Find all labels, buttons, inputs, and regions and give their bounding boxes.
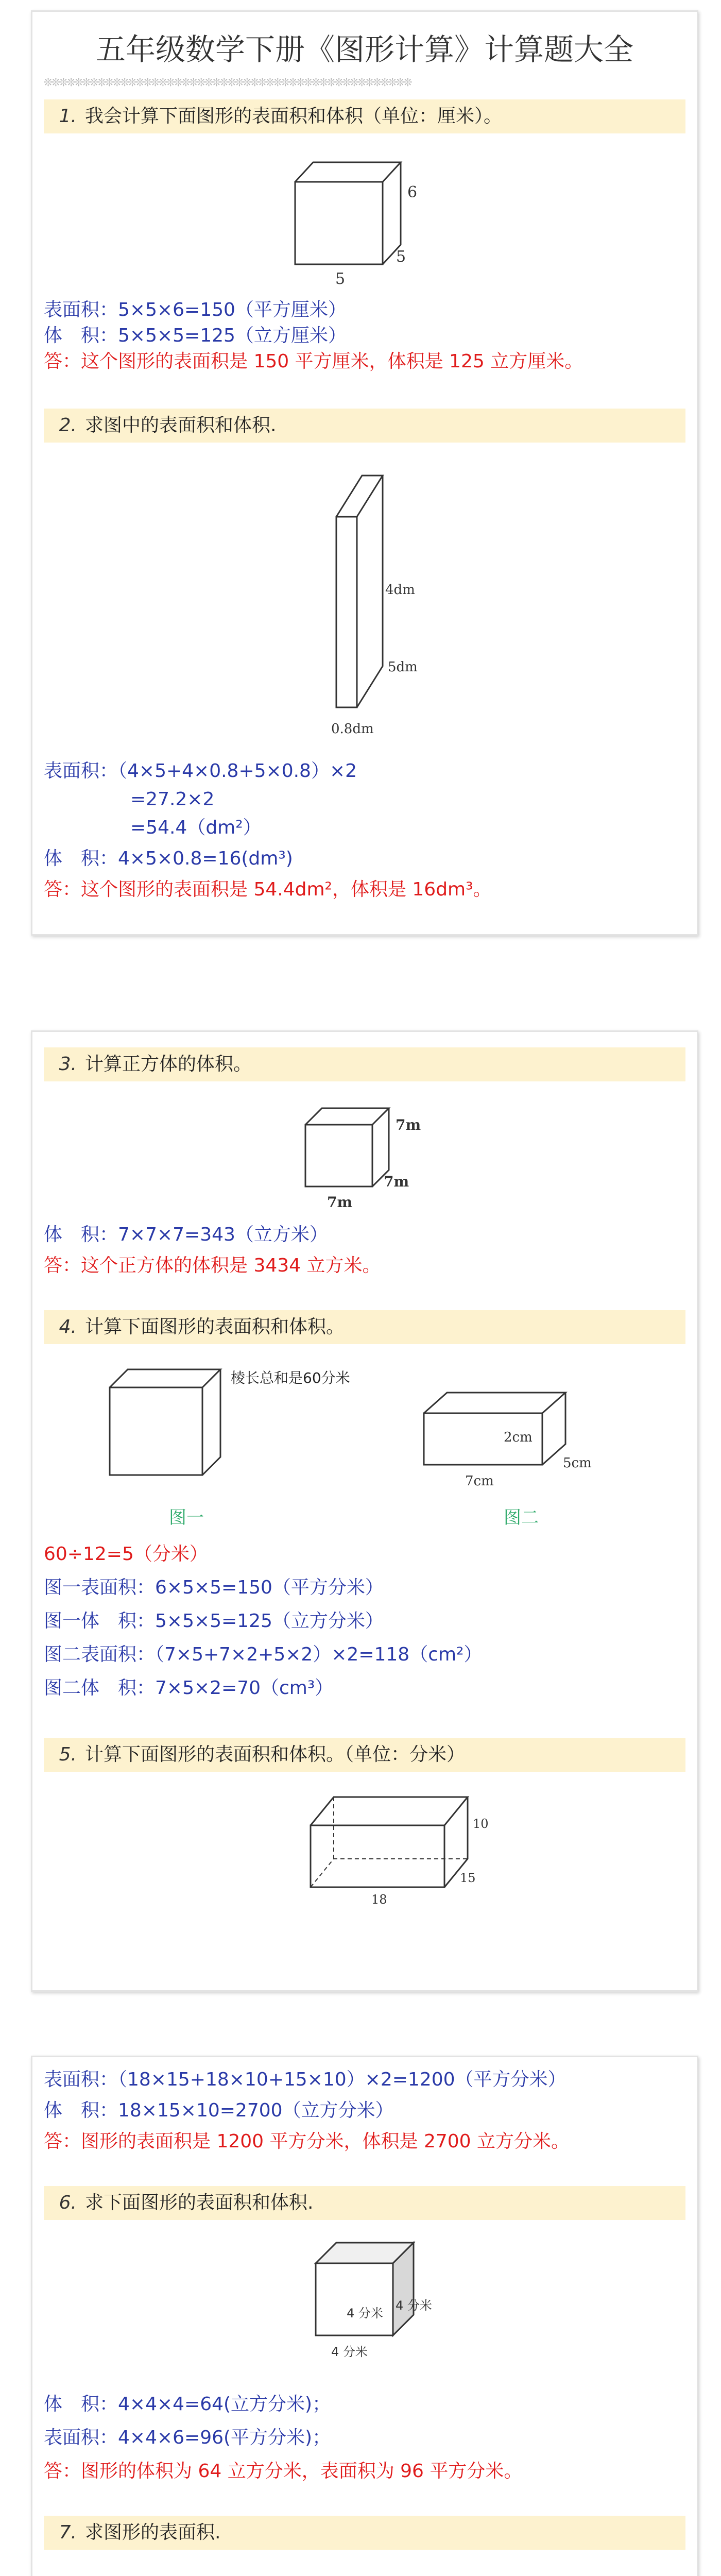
dim-label: 0.8dm [331,721,374,737]
cuboid-figure [295,1789,501,1908]
answer-line: 答：图形的表面积是 1200 平方分米，体积是 2700 立方分米。 [44,2131,570,2152]
page-1 [31,10,698,936]
answer-line: 答：这个正方体的体积是 3434 立方米。 [44,1255,381,1276]
question-2-bar [44,409,685,443]
cuboid-figure [408,1387,614,1490]
cube-figure [274,151,429,285]
dim-label: 4 分米 [331,2345,368,2359]
answer-line: =54.4（dm²） [130,817,262,838]
question-5-bar [44,1738,685,1772]
dim-label: 7cm [465,1473,494,1489]
question-text: 计算下面图形的表面积和体积。（单位：分米） [85,1744,466,1765]
answer-line: 体 积：7×7×7=343（立方米） [44,1224,328,1245]
question-6-bar [44,2186,685,2220]
page-2 [31,1030,698,1992]
question-number: 7. [59,2522,77,2543]
decorative-divider: ❊❊❊❊❊❊❊❊❊❊❊❊❊❊❊❊❊❊❊❊❊❊❊❊❊❊❊❊❊❊❊❊❊❊❊❊❊❊❊❊❊❊❊❊❊❊❊❊ [44,73,411,90]
page-title: 五年级数学下册《图形计算》计算题大全 [95,32,633,67]
dim-label: 15 [460,1871,476,1885]
answer-line: 体 积：5×5×5=125（立方厘米） [44,325,347,346]
slab-figure [300,455,455,743]
dim-label: 4 分米 [347,2306,383,2320]
question-number: 4. [59,1316,77,1337]
question-3-bar [44,1047,685,1081]
answer-line: 体 积：18×15×10=2700（立方分米） [44,2100,394,2121]
dim-label: 2cm [504,1430,533,1445]
figure-note: 棱长总和是60分米 [231,1369,350,1386]
dim-label: 5 [335,270,346,285]
cube-figure [99,1362,233,1485]
dim-label: 7m [384,1173,409,1190]
question-text: 我会计算下面图形的表面积和体积（单位：厘米）。 [85,106,503,127]
answer-line: 图二体 积：7×5×2=70（cm³） [44,1677,334,1699]
question-text: 计算正方体的体积。 [85,1054,252,1075]
answer-line: 表面积：（4×5+4×0.8+5×0.8）×2 [44,760,357,782]
question-1-bar [44,99,685,133]
answer-line: 表面积：4×4×6=96(平方分米)； [44,2427,331,2448]
question-number: 3. [59,1054,77,1075]
dim-label: 5 [396,248,406,266]
cube-figure [290,1099,439,1212]
question-number: 5. [59,1744,77,1765]
stacked-cubes-figure [455,2562,599,2576]
question-number: 6. [59,2192,77,2213]
dim-label: 5cm [563,1455,592,1471]
dim-label: 6 [407,183,418,201]
question-text: 求下面图形的表面积和体积. [85,2192,314,2213]
answer-line: 答：图形的体积为 64 立方分米，表面积为 96 平方分米。 [44,2461,523,2482]
answer-line: 体 积：4×4×4=64(立方分米)； [44,2394,331,2415]
answer-line: =27.2×2 [130,789,215,810]
answer-line: 表面积：5×5×6=150（平方厘米） [44,299,347,320]
answer-line: 图一体 积：5×5×5=125（立方分米） [44,1611,384,1632]
page-3 [31,2056,698,2576]
question-text: 求图形的表面积. [85,2522,221,2543]
answer-line: 表面积：（18×15+18×10+15×10）×2=1200（平方分米） [44,2069,566,2090]
answer-line: 答：这个图形的表面积是 54.4dm²，体积是 16dm³。 [44,879,492,900]
answer-line: 体 积：4×5×0.8=16(dm³) [44,848,293,869]
dim-label: 18 [371,1892,387,1907]
question-7-bar [44,2516,685,2550]
dim-label: 4 分米 [396,2298,432,2313]
figure-caption: 图二 [504,1507,539,1528]
cube-figure [295,2232,450,2366]
dim-label: 7m [396,1116,421,1133]
answer-line: 图一表面积：6×5×5=150（平方分米） [44,1577,384,1598]
answer-line: 图二表面积：（7×5+7×2+5×2）×2=118（cm²） [44,1644,483,1665]
question-text: 计算下面图形的表面积和体积。 [85,1316,345,1337]
dim-label: 10 [473,1817,489,1831]
question-4-bar [44,1310,685,1344]
question-number: 1. [59,106,77,127]
figure-caption: 图一 [169,1507,204,1528]
question-number: 2. [59,415,77,436]
answer-line: 答：这个图形的表面积是 150 平方厘米，体积是 125 立方厘米。 [44,351,583,372]
answer-line: 60÷12=5（分米） [44,1544,208,1565]
dim-label: 5dm [388,659,418,675]
dim-label: 4dm [385,582,415,598]
dim-label: 7m [327,1194,353,1211]
question-text: 求图中的表面积和体积. [85,415,277,436]
